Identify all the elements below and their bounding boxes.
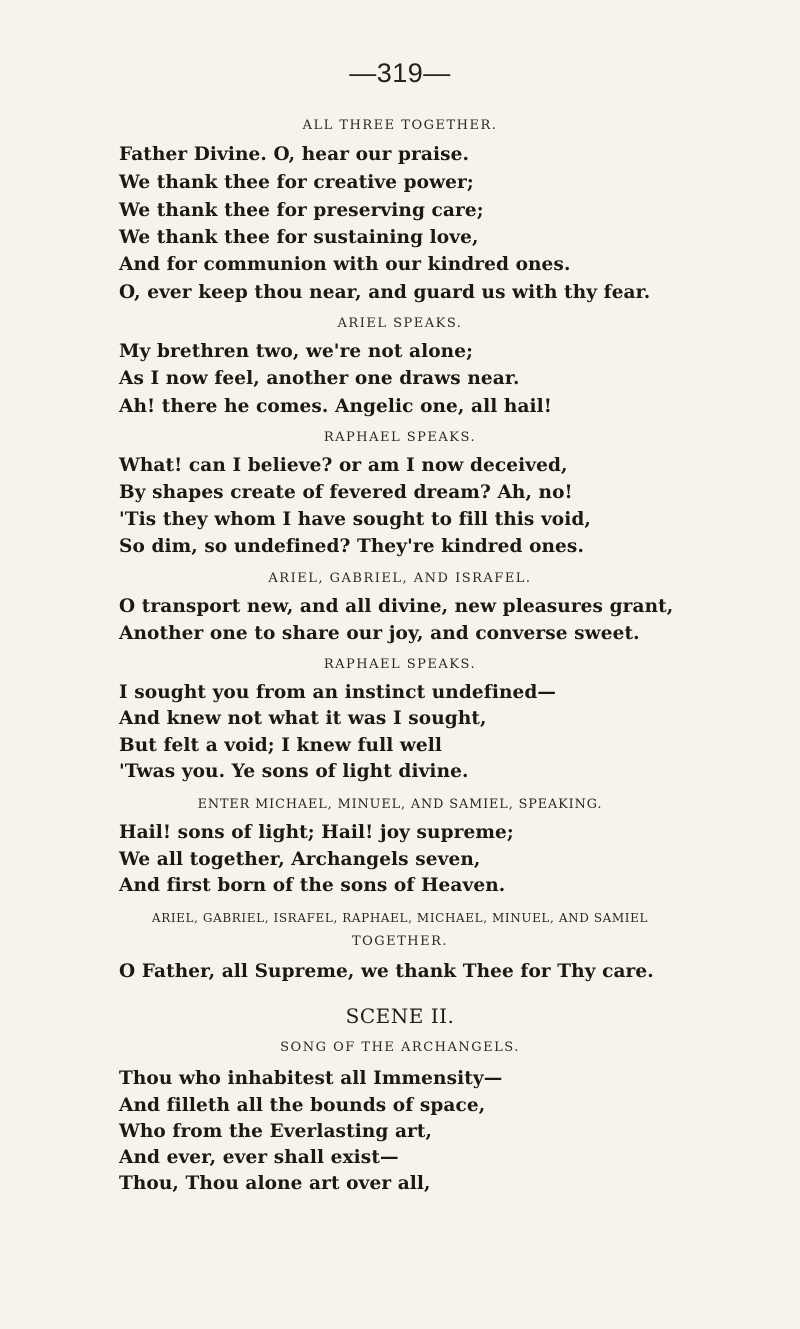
verse-line: My brethren two, we're not alone; bbox=[119, 341, 474, 362]
scene-title: SCENE II. bbox=[345, 1004, 455, 1028]
speaker-heading-ariel: ARIEL SPEAKS. bbox=[337, 316, 463, 331]
verse-line: Thou who inhabitest all Immensity— bbox=[119, 1068, 503, 1089]
verse-line: O Father, all Supreme, we thank Thee for Thy care. bbox=[119, 961, 654, 982]
song-heading: SONG OF THE ARCHANGELS. bbox=[280, 1040, 520, 1055]
verse-line: And filleth all the bounds of space, bbox=[119, 1095, 486, 1116]
verse-line: And knew not what it was I sought, bbox=[119, 708, 487, 729]
speaker-heading-all-three: ALL THREE TOGETHER. bbox=[302, 118, 498, 133]
verse-line: O transport new, and all divine, new pleasures grant, bbox=[119, 596, 674, 617]
verse-line: We thank thee for creative power; bbox=[119, 172, 474, 193]
verse-line: We thank thee for sustaining love, bbox=[119, 227, 479, 248]
speaker-heading-raphael: RAPHAEL SPEAKS. bbox=[323, 657, 477, 672]
verse-line: O, ever keep thou near, and guard us with thy fear. bbox=[119, 282, 651, 303]
verse-line: What! can I believe? or am I now deceived, bbox=[119, 455, 568, 476]
page-number: —319— bbox=[349, 58, 451, 88]
verse-line: 'Twas you. Ye sons of light divine. bbox=[119, 761, 469, 782]
verse-line: So dim, so undefined? They're kindred ones. bbox=[119, 536, 584, 557]
verse-line: Father Divine. O, hear our praise. bbox=[119, 144, 470, 165]
speaker-heading-all-seven: ARIEL, GABRIEL, ISRAFEL, RAPHAEL, MICHAEL, MINUEL, AND SAMIEL bbox=[151, 911, 649, 925]
verse-line: Hail! sons of light; Hail! joy supreme; bbox=[119, 822, 514, 843]
verse-line: We thank thee for preserving care; bbox=[119, 200, 484, 221]
verse-line: Another one to share our joy, and converse sweet. bbox=[119, 623, 640, 644]
verse-line: As I now feel, another one draws near. bbox=[119, 368, 520, 389]
verse-line: I sought you from an instinct undefined— bbox=[119, 682, 557, 703]
verse-line: By shapes create of fevered dream? Ah, no! bbox=[119, 482, 573, 503]
verse-line: And first born of the sons of Heaven. bbox=[119, 875, 506, 896]
verse-line: We all together, Archangels seven, bbox=[119, 849, 481, 870]
verse-line: 'Tis they whom I have sought to fill this void, bbox=[119, 509, 591, 530]
verse-line: Ah! there he comes. Angelic one, all hail! bbox=[119, 396, 553, 417]
stage-direction-enter: ENTER MICHAEL, MINUEL, AND SAMIEL, SPEAKING. bbox=[197, 797, 603, 812]
verse-line: Thou, Thou alone art over all, bbox=[119, 1173, 431, 1194]
verse-line: And for communion with our kindred ones. bbox=[119, 254, 571, 275]
verse-line: But felt a void; I knew full well bbox=[119, 735, 443, 756]
verse-line: And ever, ever shall exist— bbox=[119, 1147, 399, 1168]
verse-line: Who from the Everlasting art, bbox=[119, 1121, 433, 1142]
speaker-heading-together: TOGETHER. bbox=[351, 934, 449, 949]
speaker-heading-raphael: RAPHAEL SPEAKS. bbox=[323, 430, 477, 445]
speaker-heading-ariel-gabriel-israfel: ARIEL, GABRIEL, AND ISRAFEL. bbox=[268, 571, 532, 586]
